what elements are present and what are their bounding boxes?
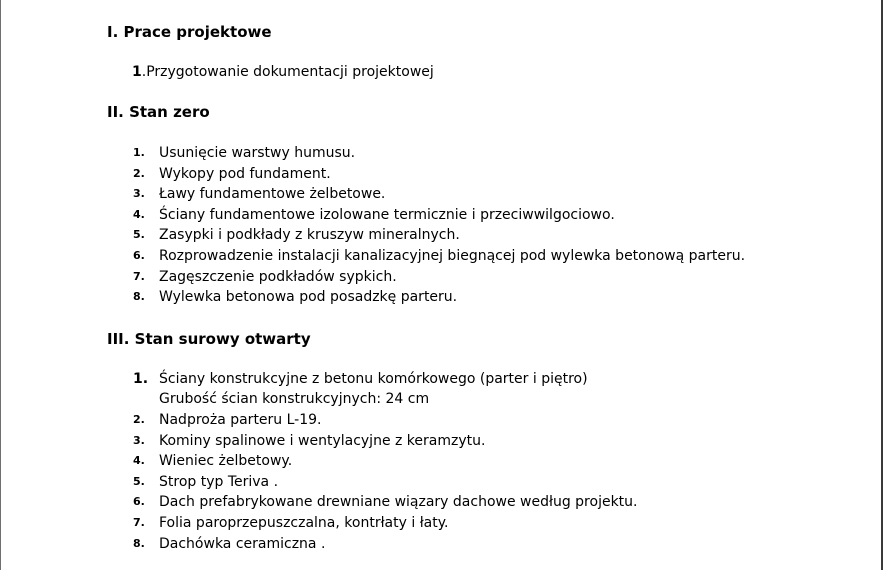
list-item-text: Zagęszczenie podkładów sypkich. — [159, 268, 397, 285]
list-item-number: 5. — [133, 228, 145, 242]
list-item — [107, 287, 847, 308]
list-item-number: 8. — [133, 290, 145, 304]
list-item — [107, 205, 847, 226]
list-item-text: Dach prefabrykowane drewniane wiązary dachowe według projektu. — [159, 494, 638, 511]
list-item-number: 7. — [133, 269, 145, 283]
list-item-number: 3. — [133, 433, 145, 447]
list-item-text: Zasypki i podkłady z kruszyw mineralnych. — [159, 227, 460, 244]
list-item — [107, 513, 847, 534]
intro-item — [132, 63, 434, 81]
list-item-number: 8. — [133, 536, 145, 550]
list-item-subtext: Grubość ścian konstrukcyjnych: 24 cm — [159, 391, 430, 407]
list-item — [107, 431, 847, 452]
list-item — [107, 369, 847, 410]
list-item-text: Dachówka ceramiczna . — [159, 535, 326, 552]
section-heading-prace-projektowe: I. Prace projektowe — [107, 23, 272, 41]
list-item — [107, 143, 847, 164]
section-heading-stan-zero: II. Stan zero — [107, 103, 210, 121]
list-item-number: 6. — [133, 248, 145, 262]
list-item — [107, 225, 847, 246]
list-item-number: 1. — [133, 146, 145, 159]
list-item-number: 1. — [133, 371, 149, 387]
list-item-number: 2. — [133, 413, 145, 426]
list-item-text: Folia paroprzepuszczalna, kontrłaty i łaty. — [159, 514, 449, 531]
list-item — [107, 184, 847, 205]
list-item-number: 5. — [133, 474, 145, 488]
list-item — [107, 164, 847, 185]
list-item-text: Strop typ Teriva . — [159, 473, 279, 490]
list-item-text: Kominy spalinowe i wentylacyjne z keramzytu. — [159, 432, 486, 449]
list-item-text: Nadproża parteru L-19. — [159, 412, 322, 428]
stan-surowy-list — [107, 369, 847, 554]
list-item — [107, 451, 847, 472]
list-item-text: Wylewka betonowa pod posadzkę parteru. — [159, 289, 458, 306]
intro-item-text: .Przygotowanie dokumentacji projektowej — [141, 64, 434, 80]
intro-item-number: 1 — [132, 64, 142, 80]
list-item-number: 6. — [133, 495, 145, 509]
stan-zero-list — [107, 143, 847, 308]
list-item-text: Rozprowadzenie instalacji kanalizacyjnej biegnącej pod wylewka betonową parteru. — [159, 247, 746, 264]
list-item-number: 3. — [133, 187, 145, 201]
list-item-number: 2. — [133, 166, 145, 180]
list-item — [107, 246, 847, 267]
list-item-text: Wieniec żelbetowy. — [159, 453, 293, 470]
section-heading-stan-surowy-otwarty: III. Stan surowy otwarty — [107, 330, 311, 348]
list-item-text: Ściany fundamentowe izolowane termicznie i przeciwwilgociowo. — [159, 206, 615, 223]
list-item-text: Ściany konstrukcyjne z betonu komórkowego (parter i piętro) — [159, 371, 588, 387]
list-item-text: Usunięcie warstwy humusu. — [159, 145, 356, 161]
list-item-number: 4. — [133, 454, 145, 468]
list-item-number: 7. — [133, 515, 145, 529]
list-item — [107, 410, 847, 431]
list-item-text: Wykopy pod fundament. — [159, 165, 331, 182]
list-item — [107, 267, 847, 288]
page-edge-left — [0, 0, 1, 570]
list-item — [107, 472, 847, 493]
list-item — [107, 492, 847, 513]
list-item-number: 4. — [133, 207, 145, 221]
list-item-text: Ławy fundamentowe żelbetowe. — [159, 186, 386, 203]
list-item — [107, 534, 847, 555]
